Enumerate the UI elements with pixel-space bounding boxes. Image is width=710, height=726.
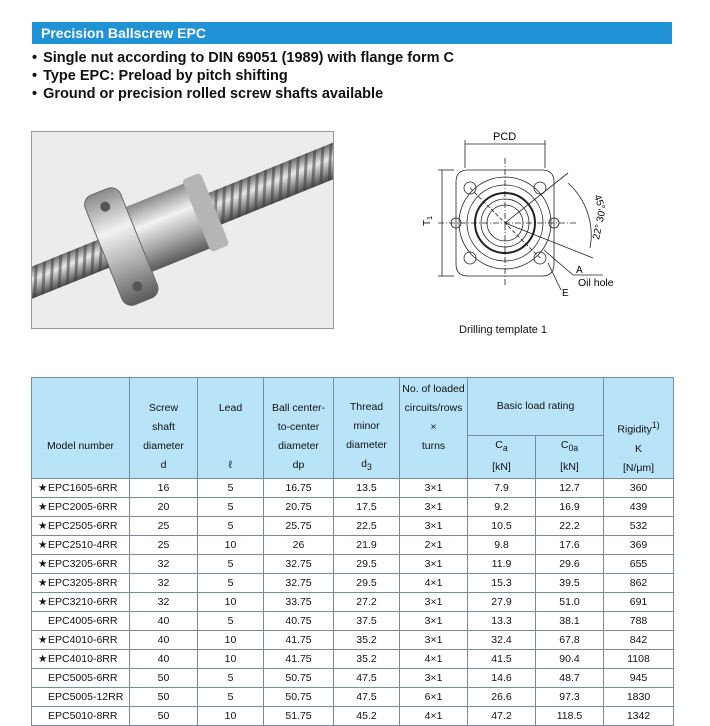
cell-dp: 50.75 — [264, 668, 334, 687]
cell-circuits: 4×1 — [400, 649, 468, 668]
cell-dp: 51.75 — [264, 706, 334, 725]
cell-model — [32, 554, 130, 573]
cell-ca: 9.2 — [468, 497, 536, 516]
col-model: Model number — [32, 378, 130, 479]
cell-lead: 10 — [198, 630, 264, 649]
cell-lead: 10 — [198, 649, 264, 668]
table-header-row — [32, 378, 674, 436]
model-number: EPC2505-6RR — [48, 519, 118, 532]
cell-circuits: 3×1 — [400, 497, 468, 516]
cell-rigidity: 439 — [604, 497, 674, 516]
col-circuits: No. of loaded circuits/rows × turns — [400, 378, 468, 479]
cell-c0a: 118.5 — [536, 706, 604, 725]
col-rigidity: Rigidity$^{1)}$ K [N/μm] — [604, 378, 674, 479]
cell-lead: 10 — [198, 706, 264, 725]
star-marker: ★ — [38, 500, 48, 513]
cell-circuits: 3×1 — [400, 516, 468, 535]
cell-c0a: 51.0 — [536, 592, 604, 611]
cell-dp: 40.75 — [264, 611, 334, 630]
table-row — [32, 592, 674, 611]
model-number: EPC5005-12RR — [48, 690, 124, 703]
cell-c0a: 38.1 — [536, 611, 604, 630]
drawing-caption: Drilling template 1 — [459, 324, 548, 336]
cell-model — [32, 573, 130, 592]
cell-rigidity: 532 — [604, 516, 674, 535]
cell-c0a: 48.7 — [536, 668, 604, 687]
cell-model — [32, 478, 130, 497]
cell-model — [32, 535, 130, 554]
star-marker: ★ — [38, 595, 48, 608]
cell-shaft-diameter: 40 — [130, 630, 198, 649]
cell-model — [32, 649, 130, 668]
cell-ca: 15.3 — [468, 573, 536, 592]
model-number: EPC4005-6RR — [48, 614, 118, 627]
cell-shaft-diameter: 25 — [130, 535, 198, 554]
cell-rigidity: 842 — [604, 630, 674, 649]
cell-shaft-diameter: 32 — [130, 592, 198, 611]
cell-lead: 5 — [198, 611, 264, 630]
spec-table — [31, 377, 674, 726]
table-row — [32, 630, 674, 649]
cell-lead: 5 — [198, 516, 264, 535]
col-ca: $C_a$ [kN] — [468, 435, 536, 478]
cell-circuits: 3×1 — [400, 630, 468, 649]
cell-rigidity: 862 — [604, 573, 674, 592]
cell-lead: 5 — [198, 554, 264, 573]
cell-ca: 41.5 — [468, 649, 536, 668]
cell-circuits: 2×1 — [400, 535, 468, 554]
cell-d3: 45.2 — [334, 706, 400, 725]
cell-d3: 35.2 — [334, 630, 400, 649]
a-label: A — [576, 265, 583, 276]
model-number: EPC4010-6RR — [48, 633, 118, 646]
cell-model — [32, 611, 130, 630]
cell-rigidity: 788 — [604, 611, 674, 630]
star-marker: ★ — [38, 576, 48, 589]
cell-circuits: 3×1 — [400, 478, 468, 497]
cell-shaft-diameter: 25 — [130, 516, 198, 535]
col-dp: Ball center- to-center diameter dp — [264, 378, 334, 479]
cell-d3: 13.5 — [334, 478, 400, 497]
cell-circuits: 3×1 — [400, 611, 468, 630]
oil-hole-label: Oil hole — [578, 277, 614, 289]
cell-rigidity: 360 — [604, 478, 674, 497]
cell-model — [32, 687, 130, 706]
t1-label: $T_1$ — [422, 215, 434, 226]
cell-rigidity: 945 — [604, 668, 674, 687]
cell-c0a: 17.6 — [536, 535, 604, 554]
cell-rigidity: 369 — [604, 535, 674, 554]
table-row — [32, 554, 674, 573]
feature-item: • Single nut according to DIN 69051 (1989) with flange form C — [32, 49, 454, 67]
cell-circuits: 3×1 — [400, 592, 468, 611]
star-marker: ★ — [38, 519, 48, 532]
model-number: EPC3205-6RR — [48, 557, 118, 570]
cell-d3: 21.9 — [334, 535, 400, 554]
cell-circuits: 3×1 — [400, 554, 468, 573]
table-row — [32, 687, 674, 706]
cell-shaft-diameter: 50 — [130, 668, 198, 687]
cell-model — [32, 516, 130, 535]
model-number: EPC2005-6RR — [48, 500, 118, 513]
cell-dp: 32.75 — [264, 554, 334, 573]
col-c0a: $C_{0a}$ [kN] — [536, 435, 604, 478]
cell-c0a: 90.4 — [536, 649, 604, 668]
cell-d3: 17.5 — [334, 497, 400, 516]
cell-circuits: 4×1 — [400, 706, 468, 725]
cell-ca: 13.3 — [468, 611, 536, 630]
model-number: EPC2510-4RR — [48, 538, 118, 551]
cell-shaft-diameter: 32 — [130, 554, 198, 573]
product-photo — [31, 131, 334, 329]
table-row — [32, 478, 674, 497]
cell-dp: 50.75 — [264, 687, 334, 706]
cell-model — [32, 706, 130, 725]
star-marker: ★ — [38, 652, 48, 665]
col-basic-load-rating: Basic load rating — [468, 378, 604, 436]
star-marker: ★ — [38, 633, 48, 646]
cell-d3: 35.2 — [334, 649, 400, 668]
cell-model — [32, 497, 130, 516]
feature-item: • Type EPC: Preload by pitch shifting — [32, 67, 454, 85]
cell-ca: 26.6 — [468, 687, 536, 706]
model-number: EPC5010-8RR — [48, 709, 118, 722]
cell-d3: 47.5 — [334, 687, 400, 706]
cell-dp: 41.75 — [264, 630, 334, 649]
cell-shaft-diameter: 20 — [130, 497, 198, 516]
cell-dp: 26 — [264, 535, 334, 554]
cell-rigidity: 691 — [604, 592, 674, 611]
table-row — [32, 497, 674, 516]
cell-dp: 25.75 — [264, 516, 334, 535]
pcd-label: PCD — [493, 131, 517, 143]
cell-rigidity: 1830 — [604, 687, 674, 706]
cell-d3: 27.2 — [334, 592, 400, 611]
star-marker: ★ — [38, 481, 48, 494]
model-number: EPC3205-8RR — [48, 576, 118, 589]
model-number: EPC3210-6RR — [48, 595, 118, 608]
cell-ca: 10.5 — [468, 516, 536, 535]
cell-c0a: 39.5 — [536, 573, 604, 592]
cell-d3: 37.5 — [334, 611, 400, 630]
cell-d3: 47.5 — [334, 668, 400, 687]
cell-rigidity: 1108 — [604, 649, 674, 668]
table-row — [32, 516, 674, 535]
cell-ca: 7.9 — [468, 478, 536, 497]
cell-rigidity: 655 — [604, 554, 674, 573]
table-row — [32, 535, 674, 554]
col-shaft-diameter: Screw shaft diameter d — [130, 378, 198, 479]
cell-ca: 11.9 — [468, 554, 536, 573]
cell-c0a: 22.2 — [536, 516, 604, 535]
e-label: E — [562, 288, 569, 299]
cell-dp: 32.75 — [264, 573, 334, 592]
cell-c0a: 16.9 — [536, 497, 604, 516]
cell-shaft-diameter: 16 — [130, 478, 198, 497]
ballscrew-illustration — [32, 132, 334, 329]
cell-circuits: 4×1 — [400, 573, 468, 592]
cell-model — [32, 592, 130, 611]
cell-ca: 47.2 — [468, 706, 536, 725]
cell-d3: 22.5 — [334, 516, 400, 535]
cell-lead: 5 — [198, 687, 264, 706]
drilling-template-drawing — [418, 128, 658, 303]
cell-shaft-diameter: 40 — [130, 611, 198, 630]
angle-45-label: 45° — [591, 193, 607, 212]
cell-dp: 20.75 — [264, 497, 334, 516]
cell-c0a: 97.3 — [536, 687, 604, 706]
cell-lead: 10 — [198, 535, 264, 554]
cell-circuits: 3×1 — [400, 668, 468, 687]
model-number: EPC1605-6RR — [48, 481, 118, 494]
page-title: Precision Ballscrew EPC — [32, 22, 672, 44]
cell-model — [32, 630, 130, 649]
cell-lead: 5 — [198, 497, 264, 516]
cell-ca: 32.4 — [468, 630, 536, 649]
col-lead: Lead ℓ — [198, 378, 264, 479]
cell-d3: 29.5 — [334, 554, 400, 573]
cell-ca: 27.9 — [468, 592, 536, 611]
cell-d3: 29.5 — [334, 573, 400, 592]
cell-shaft-diameter: 50 — [130, 687, 198, 706]
cell-lead: 5 — [198, 478, 264, 497]
cell-shaft-diameter: 50 — [130, 706, 198, 725]
table-row — [32, 706, 674, 725]
cell-c0a: 67.8 — [536, 630, 604, 649]
cell-dp: 41.75 — [264, 649, 334, 668]
feature-item: • Ground or precision rolled screw shafts available — [32, 85, 454, 103]
table-row — [32, 573, 674, 592]
cell-c0a: 12.7 — [536, 478, 604, 497]
cell-lead: 5 — [198, 668, 264, 687]
cell-shaft-diameter: 32 — [130, 573, 198, 592]
cell-model — [32, 668, 130, 687]
model-number: EPC4010-8RR — [48, 652, 118, 665]
col-d3: Thread minor diameter $d_3$ — [334, 378, 400, 479]
star-marker: ★ — [38, 557, 48, 570]
cell-dp: 33.75 — [264, 592, 334, 611]
cell-lead: 10 — [198, 592, 264, 611]
cell-dp: 16.75 — [264, 478, 334, 497]
cell-lead: 5 — [198, 573, 264, 592]
feature-list — [32, 49, 454, 103]
angle-22-label: 22° 30' — [591, 208, 609, 241]
cell-rigidity: 1342 — [604, 706, 674, 725]
cell-shaft-diameter: 40 — [130, 649, 198, 668]
cell-ca: 14.6 — [468, 668, 536, 687]
table-row — [32, 611, 674, 630]
cell-c0a: 29.6 — [536, 554, 604, 573]
model-number: EPC5005-6RR — [48, 671, 118, 684]
table-row — [32, 649, 674, 668]
cell-circuits: 6×1 — [400, 687, 468, 706]
star-marker: ★ — [38, 538, 48, 551]
cell-ca: 9.8 — [468, 535, 536, 554]
table-row — [32, 668, 674, 687]
